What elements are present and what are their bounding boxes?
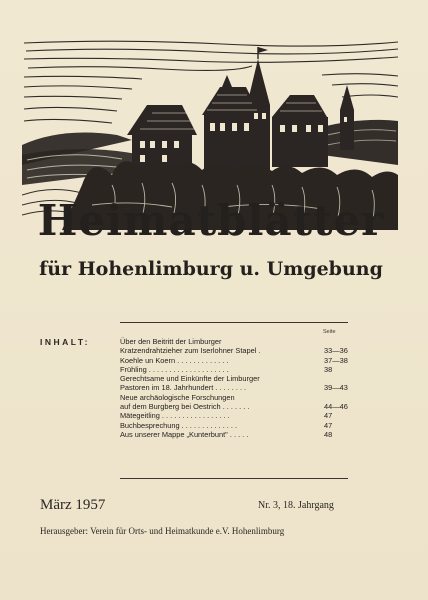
toc-entry: [120, 411, 352, 420]
masthead-subtitle-text: für Hohenlimburg u. Umgebung: [39, 258, 383, 280]
publisher-line: Herausgeber: Verein für Orts- und Heimatkunde e.V. Hohenlimburg: [40, 526, 285, 536]
toc-entry: [120, 365, 352, 374]
toc-entry-title: Koehle un Koern . . . . . . . . . . . . .: [120, 355, 229, 365]
toc-entry-pages: 44—46: [324, 402, 348, 412]
toc-entry: [120, 374, 352, 393]
toc-entry-title: Buchbesprechung . . . . . . . . . . . . . .: [120, 420, 238, 430]
toc-top-rule: [120, 322, 348, 323]
toc-entry-pages: 47: [324, 411, 333, 421]
toc-entry-pages: 47: [324, 420, 333, 430]
toc-bottom-rule: [120, 478, 348, 479]
castle-woodcut-illustration: [22, 35, 400, 285]
toc-column-header: Seite: [323, 329, 336, 335]
toc-entry-pages: 39—43: [324, 383, 348, 393]
toc-entry-pages: 37—38: [324, 355, 348, 365]
toc-entry-title: Frühling . . . . . . . . . . . . . . . . . . . .: [120, 364, 229, 374]
issue-number: Nr. 3, 18. Jahrgang: [258, 500, 334, 511]
toc-entry: [120, 356, 352, 365]
toc-entry: [120, 393, 352, 412]
masthead-title-text: Heimatblätter: [37, 196, 385, 245]
toc-entry-title: Aus unserer Mappe „Kunterbunt" . . . . .: [120, 429, 249, 439]
table-of-contents: [120, 337, 352, 439]
toc-entry-title: Gerechtsame und Einkünfte der Limburger Pastoren im 18. Jahrhundert . . . . . . . .: [120, 374, 260, 393]
toc-entry-pages: 38: [324, 364, 333, 374]
toc-entry-title: Neue archäologische Forschungen auf dem Burgberg bei Oestrich . . . . . . .: [120, 392, 250, 412]
toc-entry-title: Über den Beitritt der Limburger Kratzendrahtzieher zum Iserlohner Stapel .: [120, 337, 261, 356]
toc-entry-pages: 48: [324, 429, 333, 439]
toc-entry: [120, 430, 352, 439]
toc-entry-pages: 33—36: [324, 346, 348, 356]
toc-entry: [120, 337, 352, 356]
issue-date: März 1957: [40, 497, 106, 513]
toc-entry-title: Mätegeitling . . . . . . . . . . . . . . . . .: [120, 411, 230, 421]
toc-label: INHALT:: [40, 337, 90, 347]
toc-entry: [120, 421, 352, 430]
